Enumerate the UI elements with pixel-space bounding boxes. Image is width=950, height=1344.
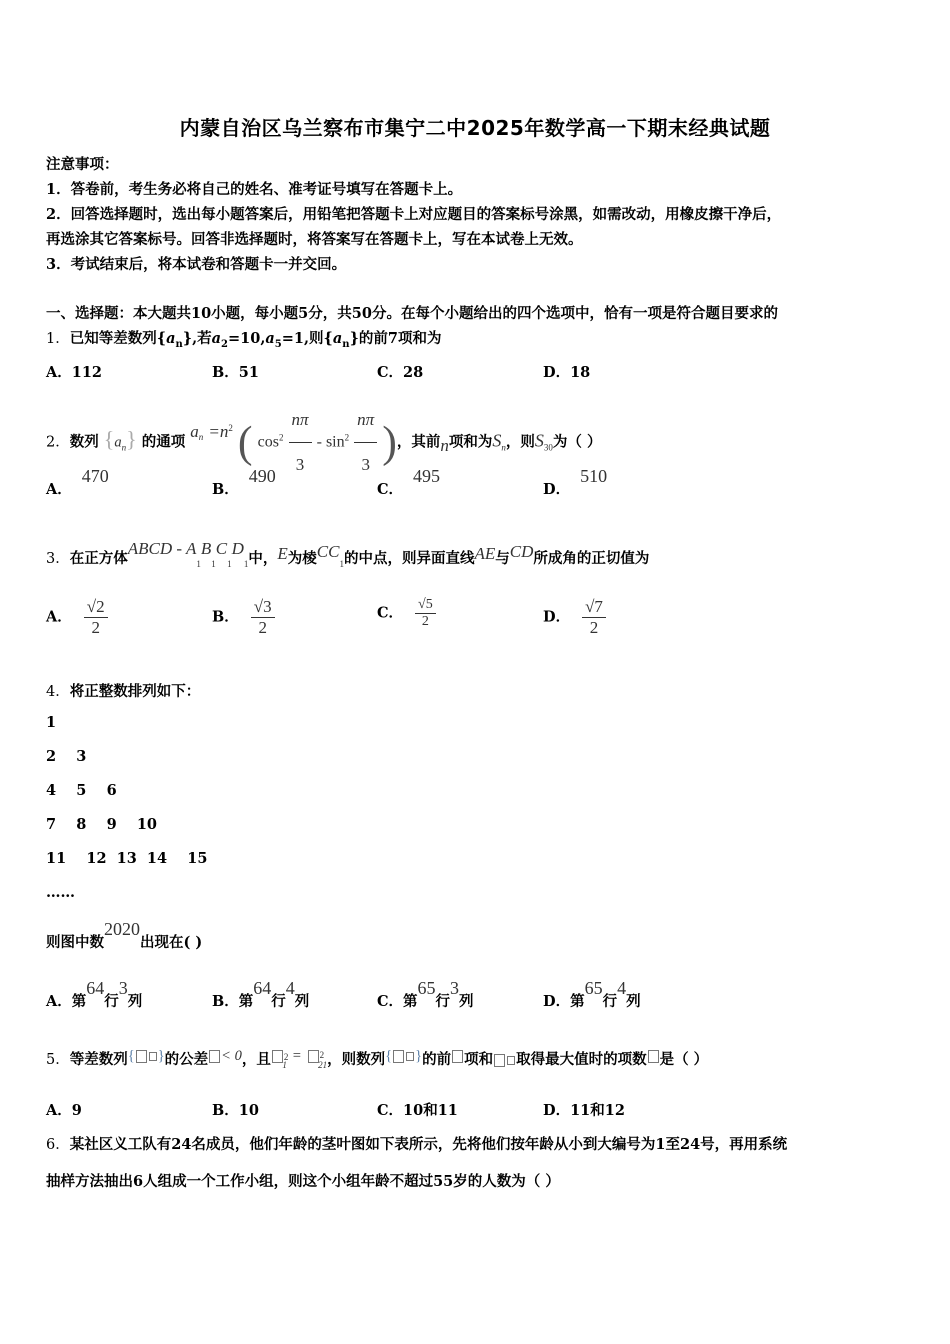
q2-option-b[interactable]: B．490 [212, 466, 276, 498]
placeholder-glyph [507, 1056, 515, 1065]
q5-option-c[interactable]: C．10和11 [377, 1102, 458, 1119]
note-item: 1．答卷前，考生务必将自己的姓名、准考证号填写在答题卡上。 [46, 181, 463, 198]
q3-option-c[interactable]: C． $\frac{√5}{2}$ [377, 597, 436, 630]
q1-option-d[interactable]: D．18 [543, 364, 591, 381]
number-row: 1 [46, 714, 57, 731]
placeholder-glyph [272, 1050, 283, 1063]
q5-option-b[interactable]: B．10 [212, 1102, 259, 1119]
question-6: 6．某社区义工队有24名成员，他们年龄的茎叶图如下表所示，先将他们按年龄从小到大编号为1至24号，再用系统 [46, 1136, 788, 1153]
question-number: 4． [46, 684, 70, 700]
placeholder-glyph [648, 1050, 659, 1063]
q2-option-c[interactable]: C．495 [377, 466, 441, 498]
note-item: 3．考试结束后，将本试卷和答题卡一并交回。 [46, 256, 347, 273]
q2-option-d[interactable]: D．510 [543, 466, 608, 498]
fraction: $\frac{n\pi}{3}$ [354, 398, 377, 487]
placeholder-glyph [452, 1050, 463, 1063]
q3-option-d[interactable]: D． $\frac{√7}{2}$ [543, 597, 606, 638]
question-4-ask: 则图中数2020出现在( ) [46, 919, 203, 951]
q4-option-a[interactable]: A．第64行3列 [46, 978, 143, 1010]
q1-option-a[interactable]: A．112 [46, 364, 103, 381]
fraction: $\frac{n\pi}{3}$ [289, 398, 312, 487]
number-row: 7 8 9 10 [46, 816, 158, 833]
note-item: 再选涂其它答案标号。回答非选择题时，将答案写在答题卡上，写在本试卷上无效。 [46, 231, 583, 248]
q4-option-c[interactable]: C．第65行3列 [377, 978, 474, 1010]
q4-option-d[interactable]: D．第65行4列 [543, 978, 641, 1010]
question-number: 5． [46, 1052, 70, 1068]
page-title: 内蒙自治区乌兰察布市集宁二中2025年数学高一下期末经典试题 [179, 116, 771, 140]
number-row: 11 12 13 14 15 [46, 850, 208, 867]
q1-option-c[interactable]: C．28 [377, 364, 424, 381]
question-number: 2． [46, 434, 70, 451]
notes-heading: 注意事项： [46, 156, 119, 173]
number-row: 2 3 [46, 748, 87, 765]
placeholder-glyph [406, 1052, 414, 1061]
q1-option-b[interactable]: B．51 [212, 364, 259, 381]
note-item: 2．回答选择题时，选出每小题答案后，用铅笔把答题卡上对应题目的答案标号涂黑，如需改动，用橡皮擦干净后， [46, 206, 782, 223]
q4-option-b[interactable]: B．第64行4列 [212, 978, 310, 1010]
q5-option-d[interactable]: D．11和12 [543, 1102, 625, 1119]
q2-option-a[interactable]: A．470 [46, 466, 109, 498]
placeholder-glyph [149, 1052, 157, 1061]
question-number: 6． [46, 1137, 70, 1153]
placeholder-glyph [308, 1050, 319, 1063]
question-1: 1．已知等差数列$\{a_n\}$,若$a_2=10,a_5=1$,则$\{a_n\}$的前7项和为 [46, 330, 442, 350]
section-heading: 一、选择题：本大题共10小题，每小题5分，共50分。在每个小题给出的四个选项中，恰有一项是符合题目要求的 [46, 305, 778, 322]
q5-option-a[interactable]: A．9 [46, 1102, 82, 1119]
question-4: 4．将正整数排列如下： [46, 683, 201, 700]
number-row: 4 5 6 [46, 782, 117, 799]
q3-option-a[interactable]: A． $\frac{√2}{2}$ [46, 597, 108, 638]
question-number: 3． [46, 551, 70, 567]
question-5: 5．等差数列{ }的公差 < 0，且 $_{21}$= $^2_{21}$，则数列{ }的前 项和 取得最大值时的项数 是（ ） [46, 1048, 709, 1070]
number-row-ellipsis: …… [46, 884, 75, 901]
question-2: 2．数列 $\{a_n\}$ 的通项 $a_n =n^2$ ( $\cos^2$ $\frac{n\pi}{3}$ - $\sin^2$ $\frac{n\pi}{3}$ )，其前n项和为$S_n$，则$S_{30}$为（ ） [46, 398, 601, 487]
placeholder-glyph [393, 1050, 404, 1063]
placeholder-glyph [209, 1050, 220, 1063]
q3-option-b[interactable]: B． $\frac{√3}{2}$ [212, 597, 275, 638]
question-number: 1． [46, 331, 70, 347]
placeholder-glyph [494, 1054, 505, 1067]
question-6-line-2: 抽样方法抽出6人组成一个工作小组，则这个小组年龄不超过55岁的人数为（ ） [46, 1173, 560, 1190]
question-3: 3．在正方体ABCD - $A_1B_1C_1D_1$中，E为棱$CC_1$的中点，则异面直线AE与CD所成角的正切值为 [46, 539, 650, 569]
placeholder-glyph [136, 1050, 147, 1063]
